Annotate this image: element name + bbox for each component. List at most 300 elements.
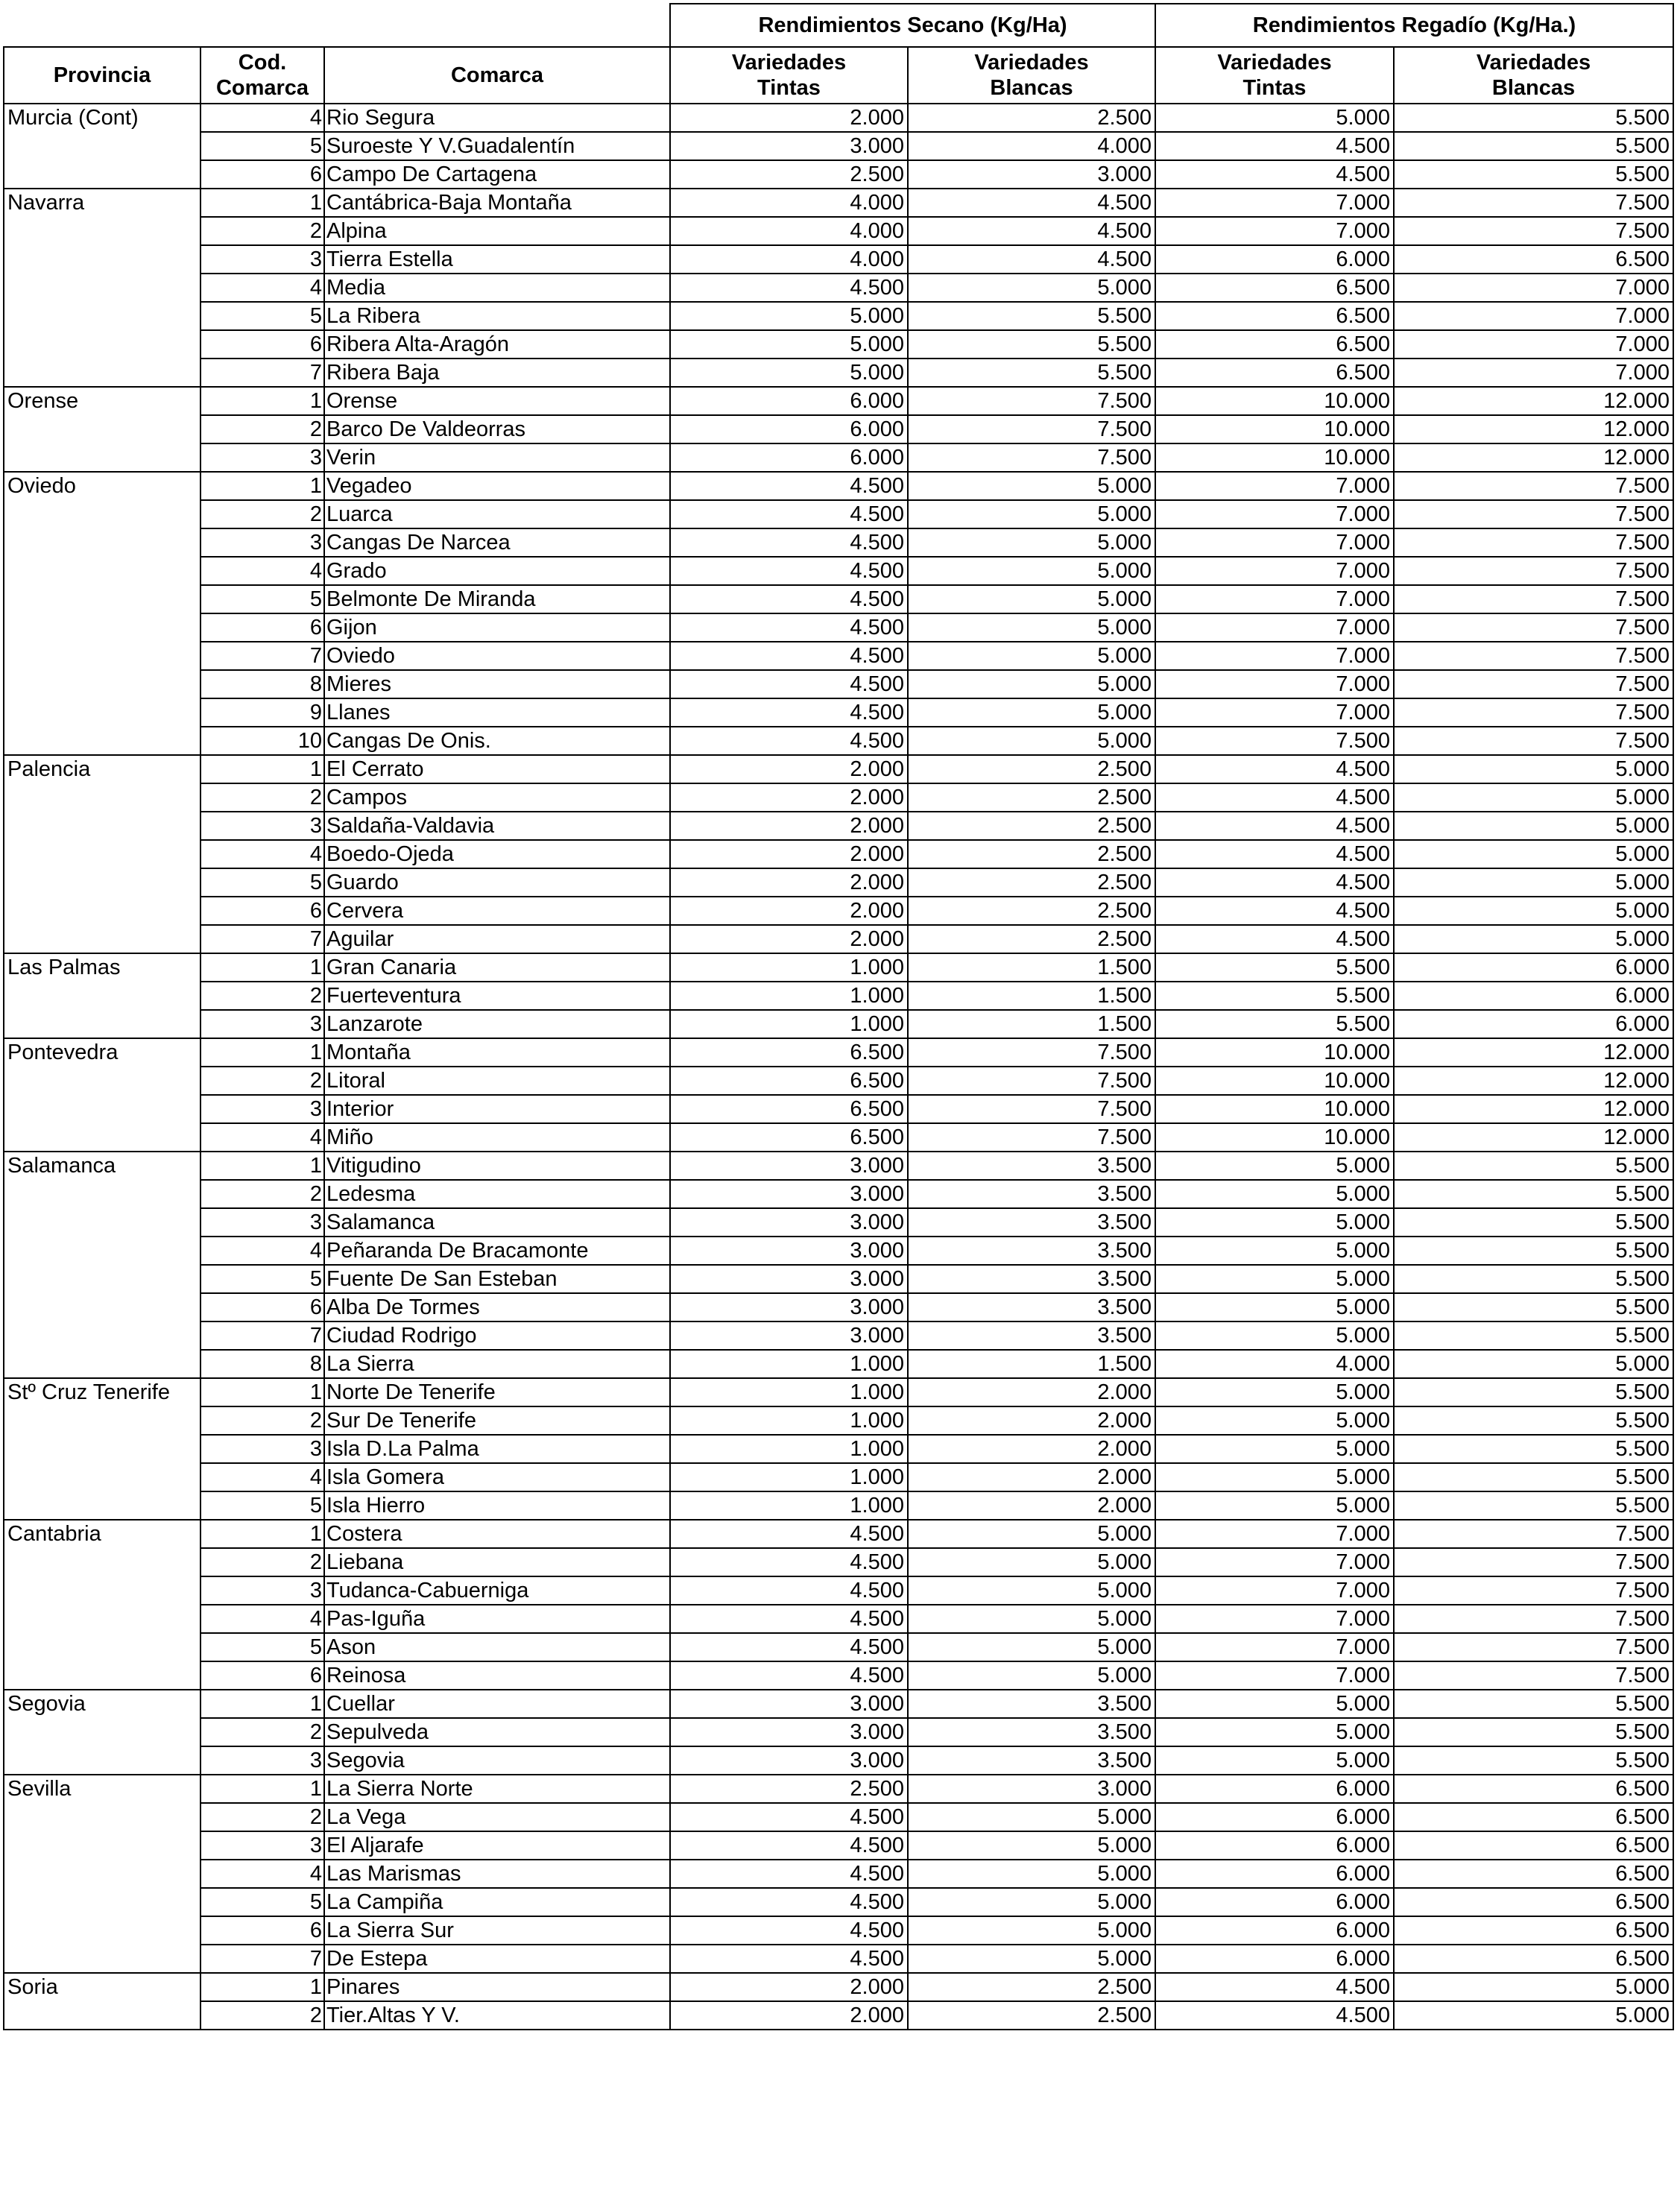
table-row	[4, 1775, 1673, 1803]
secano-blancas-cell: 7.500	[908, 443, 1155, 472]
comarca-cell: Alpina	[324, 217, 670, 245]
header-regadio-tintas	[1155, 47, 1394, 104]
regadio-blancas-cell: 6.000	[1394, 1010, 1673, 1038]
cod-comarca-cell: 4	[200, 104, 324, 132]
secano-blancas-cell: 5.000	[908, 670, 1155, 698]
header-variedades: Variedades	[731, 51, 847, 75]
table-row	[4, 1860, 1673, 1888]
regadio-tintas-cell: 6.500	[1155, 302, 1394, 330]
regadio-blancas-cell: 7.500	[1394, 217, 1673, 245]
secano-tintas-cell: 4.000	[670, 217, 908, 245]
comarca-cell: Fuerteventura	[324, 982, 670, 1010]
header-comarca: Comarca	[324, 47, 670, 104]
secano-tintas-cell: 1.000	[670, 1463, 908, 1491]
comarca-cell: La Sierra Norte	[324, 1775, 670, 1803]
secano-tintas-cell: 5.000	[670, 330, 908, 359]
secano-blancas-cell: 3.500	[908, 1718, 1155, 1746]
cod-comarca-cell: 1	[200, 1690, 324, 1718]
secano-blancas-cell: 7.500	[908, 415, 1155, 443]
table-row	[4, 2001, 1673, 2030]
provincia-cell: Sevilla	[4, 1775, 200, 1973]
secano-blancas-cell: 5.500	[908, 330, 1155, 359]
secano-blancas-cell: 2.500	[908, 812, 1155, 840]
table-row	[4, 1690, 1673, 1718]
cod-comarca-cell: 3	[200, 1435, 324, 1463]
regadio-blancas-cell: 12.000	[1394, 443, 1673, 472]
secano-blancas-cell: 5.000	[908, 613, 1155, 642]
regadio-tintas-cell: 4.500	[1155, 2001, 1394, 2030]
secano-tintas-cell: 6.500	[670, 1123, 908, 1152]
regadio-blancas-cell: 7.500	[1394, 642, 1673, 670]
regadio-tintas-cell: 6.000	[1155, 1945, 1394, 1973]
blank-corner	[4, 4, 670, 47]
secano-tintas-cell: 4.500	[670, 1860, 908, 1888]
regadio-tintas-cell: 4.000	[1155, 1350, 1394, 1378]
table-row	[4, 670, 1673, 698]
regadio-tintas-cell: 5.000	[1155, 1208, 1394, 1237]
regadio-blancas-cell: 7.500	[1394, 1520, 1673, 1548]
cod-comarca-cell: 2	[200, 2001, 324, 2030]
secano-tintas-cell: 4.500	[670, 585, 908, 613]
regadio-tintas-cell: 6.000	[1155, 245, 1394, 274]
cod-comarca-cell: 5	[200, 1633, 324, 1661]
regadio-tintas-cell: 5.000	[1155, 1237, 1394, 1265]
regadio-blancas-cell: 5.500	[1394, 1321, 1673, 1350]
regadio-tintas-cell: 5.000	[1155, 1293, 1394, 1321]
header-provincia: Provincia	[4, 47, 200, 104]
header-cod-comarca	[200, 47, 324, 104]
cod-comarca-cell: 4	[200, 840, 324, 868]
regadio-blancas-cell: 5.000	[1394, 897, 1673, 925]
secano-tintas-cell: 2.000	[670, 2001, 908, 2030]
table-row	[4, 1945, 1673, 1973]
regadio-blancas-cell: 5.500	[1394, 1690, 1673, 1718]
regadio-blancas-cell: 7.000	[1394, 330, 1673, 359]
comarca-cell: Costera	[324, 1520, 670, 1548]
header-cod-line1: Cod.	[238, 51, 287, 75]
table-row	[4, 613, 1673, 642]
comarca-cell: Saldaña-Valdavia	[324, 812, 670, 840]
secano-tintas-cell: 4.500	[670, 557, 908, 585]
regadio-tintas-cell: 7.000	[1155, 1633, 1394, 1661]
secano-tintas-cell: 6.000	[670, 387, 908, 415]
secano-tintas-cell: 4.500	[670, 698, 908, 727]
comarca-cell: Sur De Tenerife	[324, 1406, 670, 1435]
secano-tintas-cell: 4.500	[670, 1945, 908, 1973]
yield-table	[3, 3, 1674, 2030]
regadio-blancas-cell: 5.000	[1394, 1350, 1673, 1378]
regadio-blancas-cell: 12.000	[1394, 1123, 1673, 1152]
secano-blancas-cell: 5.000	[908, 1888, 1155, 1916]
regadio-blancas-cell: 7.500	[1394, 189, 1673, 217]
cod-comarca-cell: 1	[200, 1973, 324, 2001]
table-row	[4, 472, 1673, 500]
regadio-tintas-cell: 5.500	[1155, 982, 1394, 1010]
secano-tintas-cell: 6.000	[670, 415, 908, 443]
secano-tintas-cell: 4.500	[670, 727, 908, 755]
cod-comarca-cell: 5	[200, 585, 324, 613]
table-row	[4, 443, 1673, 472]
table-row	[4, 1123, 1673, 1152]
secano-blancas-cell: 5.000	[908, 585, 1155, 613]
regadio-tintas-cell: 6.000	[1155, 1888, 1394, 1916]
regadio-tintas-cell: 7.000	[1155, 500, 1394, 528]
cod-comarca-cell: 2	[200, 1180, 324, 1208]
secano-tintas-cell: 4.500	[670, 472, 908, 500]
comarca-cell: Salamanca	[324, 1208, 670, 1237]
table-row	[4, 189, 1673, 217]
secano-blancas-cell: 5.500	[908, 302, 1155, 330]
comarca-cell: Lanzarote	[324, 1010, 670, 1038]
secano-blancas-cell: 7.500	[908, 1067, 1155, 1095]
secano-tintas-cell: 6.500	[670, 1067, 908, 1095]
cod-comarca-cell: 9	[200, 698, 324, 727]
secano-tintas-cell: 3.000	[670, 1321, 908, 1350]
provincia-cell: Cantabria	[4, 1520, 200, 1690]
cod-comarca-cell: 6	[200, 897, 324, 925]
cod-comarca-cell: 6	[200, 160, 324, 189]
secano-tintas-cell: 2.500	[670, 160, 908, 189]
secano-tintas-cell: 3.000	[670, 1237, 908, 1265]
regadio-tintas-cell: 5.000	[1155, 1321, 1394, 1350]
regadio-tintas-cell: 4.500	[1155, 160, 1394, 189]
regadio-blancas-cell: 7.500	[1394, 670, 1673, 698]
regadio-tintas-cell: 7.500	[1155, 727, 1394, 755]
comarca-cell: Litoral	[324, 1067, 670, 1095]
regadio-tintas-cell: 7.000	[1155, 1576, 1394, 1605]
table-row	[4, 1406, 1673, 1435]
regadio-blancas-cell: 7.500	[1394, 613, 1673, 642]
regadio-blancas-cell: 6.500	[1394, 1945, 1673, 1973]
cod-comarca-cell: 2	[200, 1718, 324, 1746]
comarca-cell: Sepulveda	[324, 1718, 670, 1746]
comarca-cell: Boedo-Ojeda	[324, 840, 670, 868]
table-row	[4, 387, 1673, 415]
secano-tintas-cell: 5.000	[670, 359, 908, 387]
secano-blancas-cell: 1.500	[908, 982, 1155, 1010]
regadio-blancas-cell: 5.500	[1394, 1180, 1673, 1208]
table-row	[4, 1888, 1673, 1916]
regadio-blancas-cell: 6.500	[1394, 1803, 1673, 1831]
table-row	[4, 160, 1673, 189]
regadio-tintas-cell: 5.000	[1155, 1406, 1394, 1435]
table-row	[4, 1095, 1673, 1123]
header-blancas: Blancas	[1491, 76, 1576, 100]
secano-blancas-cell: 3.500	[908, 1180, 1155, 1208]
secano-tintas-cell: 2.000	[670, 783, 908, 812]
regadio-blancas-cell: 7.500	[1394, 557, 1673, 585]
comarca-cell: Ribera Baja	[324, 359, 670, 387]
cod-comarca-cell: 1	[200, 472, 324, 500]
table-row	[4, 1576, 1673, 1605]
cod-comarca-cell: 7	[200, 642, 324, 670]
regadio-tintas-cell: 10.000	[1155, 1095, 1394, 1123]
cod-comarca-cell: 4	[200, 1237, 324, 1265]
secano-blancas-cell: 3.000	[908, 1775, 1155, 1803]
comarca-cell: Cervera	[324, 897, 670, 925]
regadio-tintas-cell: 5.500	[1155, 1010, 1394, 1038]
secano-tintas-cell: 5.000	[670, 302, 908, 330]
table-row	[4, 1350, 1673, 1378]
table-row	[4, 1152, 1673, 1180]
cod-comarca-cell: 1	[200, 387, 324, 415]
comarca-cell: Interior	[324, 1095, 670, 1123]
regadio-tintas-cell: 10.000	[1155, 387, 1394, 415]
regadio-tintas-cell: 5.000	[1155, 1491, 1394, 1520]
header-secano: Rendimientos Secano (Kg/Ha)	[670, 4, 1155, 47]
secano-tintas-cell: 4.500	[670, 500, 908, 528]
regadio-tintas-cell: 4.500	[1155, 868, 1394, 897]
table-row	[4, 132, 1673, 160]
cod-comarca-cell: 7	[200, 1321, 324, 1350]
secano-blancas-cell: 5.000	[908, 1548, 1155, 1576]
cod-comarca-cell: 5	[200, 302, 324, 330]
table-row	[4, 1491, 1673, 1520]
secano-tintas-cell: 3.000	[670, 1208, 908, 1237]
regadio-blancas-cell: 5.500	[1394, 1406, 1673, 1435]
comarca-cell: Belmonte De Miranda	[324, 585, 670, 613]
secano-blancas-cell: 3.500	[908, 1237, 1155, 1265]
regadio-blancas-cell: 5.000	[1394, 1973, 1673, 2001]
regadio-blancas-cell: 7.500	[1394, 698, 1673, 727]
table-row	[4, 783, 1673, 812]
cod-comarca-cell: 7	[200, 925, 324, 953]
comarca-cell: Peñaranda De Bracamonte	[324, 1237, 670, 1265]
cod-comarca-cell: 4	[200, 1463, 324, 1491]
secano-blancas-cell: 5.000	[908, 1633, 1155, 1661]
table-row	[4, 1718, 1673, 1746]
secano-blancas-cell: 3.500	[908, 1208, 1155, 1237]
comarca-cell: El Aljarafe	[324, 1831, 670, 1860]
secano-tintas-cell: 3.000	[670, 1152, 908, 1180]
secano-blancas-cell: 2.500	[908, 840, 1155, 868]
cod-comarca-cell: 3	[200, 1095, 324, 1123]
regadio-blancas-cell: 5.500	[1394, 1208, 1673, 1237]
cod-comarca-cell: 6	[200, 1916, 324, 1945]
cod-comarca-cell: 3	[200, 1208, 324, 1237]
cod-comarca-cell: 1	[200, 1520, 324, 1548]
table-row	[4, 953, 1673, 982]
regadio-tintas-cell: 10.000	[1155, 415, 1394, 443]
regadio-blancas-cell: 5.500	[1394, 160, 1673, 189]
secano-blancas-cell: 5.000	[908, 1520, 1155, 1548]
secano-blancas-cell: 5.000	[908, 472, 1155, 500]
secano-tintas-cell: 4.500	[670, 1888, 908, 1916]
header-secano-blancas	[908, 47, 1155, 104]
comarca-cell: Isla Gomera	[324, 1463, 670, 1491]
regadio-tintas-cell: 5.000	[1155, 1180, 1394, 1208]
secano-blancas-cell: 1.500	[908, 1010, 1155, 1038]
secano-tintas-cell: 1.000	[670, 1491, 908, 1520]
table-row	[4, 982, 1673, 1010]
regadio-blancas-cell: 5.500	[1394, 132, 1673, 160]
comarca-cell: Luarca	[324, 500, 670, 528]
table-row	[4, 1973, 1673, 2001]
table-row	[4, 1435, 1673, 1463]
secano-tintas-cell: 4.500	[670, 1576, 908, 1605]
regadio-tintas-cell: 7.000	[1155, 1548, 1394, 1576]
regadio-tintas-cell: 4.500	[1155, 755, 1394, 783]
cod-comarca-cell: 2	[200, 500, 324, 528]
regadio-blancas-cell: 6.500	[1394, 1860, 1673, 1888]
table-row	[4, 1746, 1673, 1775]
table-row	[4, 1010, 1673, 1038]
table-row	[4, 755, 1673, 783]
secano-blancas-cell: 7.500	[908, 1123, 1155, 1152]
secano-tintas-cell: 4.500	[670, 1520, 908, 1548]
cod-comarca-cell: 3	[200, 1831, 324, 1860]
secano-blancas-cell: 7.500	[908, 1038, 1155, 1067]
comarca-cell: Vegadeo	[324, 472, 670, 500]
regadio-tintas-cell: 10.000	[1155, 1123, 1394, 1152]
regadio-blancas-cell: 5.500	[1394, 1435, 1673, 1463]
secano-blancas-cell: 3.500	[908, 1293, 1155, 1321]
regadio-blancas-cell: 12.000	[1394, 1095, 1673, 1123]
regadio-tintas-cell: 5.000	[1155, 1718, 1394, 1746]
header-variedades: Variedades	[974, 51, 1089, 75]
table-row	[4, 1321, 1673, 1350]
cod-comarca-cell: 5	[200, 1265, 324, 1293]
regadio-blancas-cell: 6.500	[1394, 1888, 1673, 1916]
regadio-blancas-cell: 5.500	[1394, 1237, 1673, 1265]
regadio-tintas-cell: 6.500	[1155, 274, 1394, 302]
secano-blancas-cell: 1.500	[908, 1350, 1155, 1378]
comarca-cell: La Ribera	[324, 302, 670, 330]
regadio-tintas-cell: 7.000	[1155, 698, 1394, 727]
secano-tintas-cell: 3.000	[670, 1180, 908, 1208]
cod-comarca-cell: 5	[200, 1491, 324, 1520]
regadio-tintas-cell: 10.000	[1155, 443, 1394, 472]
comarca-cell: Cantábrica-Baja Montaña	[324, 189, 670, 217]
table-row	[4, 1378, 1673, 1406]
regadio-tintas-cell: 4.500	[1155, 840, 1394, 868]
regadio-tintas-cell: 5.000	[1155, 1746, 1394, 1775]
comarca-cell: Llanes	[324, 698, 670, 727]
comarca-cell: Cangas De Narcea	[324, 528, 670, 557]
provincia-cell: Murcia (Cont)	[4, 104, 200, 189]
secano-blancas-cell: 7.500	[908, 1095, 1155, 1123]
header-secano-tintas	[670, 47, 908, 104]
table-row	[4, 415, 1673, 443]
regadio-blancas-cell: 7.500	[1394, 1548, 1673, 1576]
cod-comarca-cell: 3	[200, 443, 324, 472]
table-row	[4, 1831, 1673, 1860]
comarca-cell: Tier.Altas Y V.	[324, 2001, 670, 2030]
regadio-blancas-cell: 5.000	[1394, 868, 1673, 897]
secano-blancas-cell: 2.500	[908, 1973, 1155, 2001]
table-row	[4, 642, 1673, 670]
comarca-cell: Ribera Alta-Aragón	[324, 330, 670, 359]
regadio-tintas-cell: 6.000	[1155, 1775, 1394, 1803]
comarca-cell: La Vega	[324, 1803, 670, 1831]
table-row	[4, 217, 1673, 245]
secano-tintas-cell: 6.500	[670, 1038, 908, 1067]
secano-blancas-cell: 5.000	[908, 1860, 1155, 1888]
table-row	[4, 1548, 1673, 1576]
secano-blancas-cell: 2.500	[908, 925, 1155, 953]
comarca-cell: Cangas De Onis.	[324, 727, 670, 755]
provincia-cell: Navarra	[4, 189, 200, 387]
comarca-cell: Isla Hierro	[324, 1491, 670, 1520]
regadio-blancas-cell: 7.500	[1394, 1633, 1673, 1661]
cod-comarca-cell: 2	[200, 1406, 324, 1435]
regadio-blancas-cell: 7.000	[1394, 302, 1673, 330]
cod-comarca-cell: 3	[200, 1746, 324, 1775]
table-row	[4, 330, 1673, 359]
regadio-blancas-cell: 5.500	[1394, 104, 1673, 132]
cod-comarca-cell: 5	[200, 132, 324, 160]
table-row	[4, 1237, 1673, 1265]
regadio-tintas-cell: 4.500	[1155, 897, 1394, 925]
regadio-tintas-cell: 6.000	[1155, 1803, 1394, 1831]
secano-tintas-cell: 4.500	[670, 1661, 908, 1690]
regadio-tintas-cell: 5.000	[1155, 1152, 1394, 1180]
secano-tintas-cell: 4.500	[670, 670, 908, 698]
secano-tintas-cell: 2.000	[670, 755, 908, 783]
cod-comarca-cell: 6	[200, 613, 324, 642]
regadio-blancas-cell: 6.500	[1394, 1831, 1673, 1860]
comarca-cell: Ciudad Rodrigo	[324, 1321, 670, 1350]
secano-tintas-cell: 4.500	[670, 642, 908, 670]
cod-comarca-cell: 6	[200, 1661, 324, 1690]
regadio-blancas-cell: 6.500	[1394, 245, 1673, 274]
secano-tintas-cell: 2.000	[670, 925, 908, 953]
regadio-blancas-cell: 5.000	[1394, 755, 1673, 783]
regadio-blancas-cell: 5.500	[1394, 1293, 1673, 1321]
comarca-cell: Isla D.La Palma	[324, 1435, 670, 1463]
regadio-blancas-cell: 5.000	[1394, 2001, 1673, 2030]
regadio-blancas-cell: 7.500	[1394, 585, 1673, 613]
secano-tintas-cell: 3.000	[670, 132, 908, 160]
regadio-blancas-cell: 12.000	[1394, 1067, 1673, 1095]
comarca-cell: Mieres	[324, 670, 670, 698]
secano-blancas-cell: 5.000	[908, 500, 1155, 528]
cod-comarca-cell: 3	[200, 1010, 324, 1038]
comarca-cell: La Sierra	[324, 1350, 670, 1378]
table-row	[4, 925, 1673, 953]
secano-tintas-cell: 2.000	[670, 812, 908, 840]
secano-blancas-cell: 5.000	[908, 274, 1155, 302]
cod-comarca-cell: 5	[200, 868, 324, 897]
secano-tintas-cell: 2.000	[670, 868, 908, 897]
regadio-tintas-cell: 7.000	[1155, 189, 1394, 217]
secano-tintas-cell: 4.500	[670, 528, 908, 557]
provincia-cell: Salamanca	[4, 1152, 200, 1378]
cod-comarca-cell: 4	[200, 274, 324, 302]
cod-comarca-cell: 4	[200, 1605, 324, 1633]
regadio-tintas-cell: 5.000	[1155, 104, 1394, 132]
regadio-blancas-cell: 5.500	[1394, 1463, 1673, 1491]
table-row	[4, 1520, 1673, 1548]
table-row	[4, 359, 1673, 387]
provincia-cell: Orense	[4, 387, 200, 472]
secano-tintas-cell: 4.000	[670, 245, 908, 274]
table-row	[4, 1633, 1673, 1661]
comarca-cell: Reinosa	[324, 1661, 670, 1690]
secano-tintas-cell: 3.000	[670, 1746, 908, 1775]
comarca-cell: Orense	[324, 387, 670, 415]
regadio-tintas-cell: 6.000	[1155, 1831, 1394, 1860]
table-row	[4, 1605, 1673, 1633]
regadio-blancas-cell: 5.500	[1394, 1378, 1673, 1406]
secano-blancas-cell: 5.000	[908, 557, 1155, 585]
secano-blancas-cell: 7.500	[908, 387, 1155, 415]
secano-blancas-cell: 3.500	[908, 1746, 1155, 1775]
cod-comarca-cell: 1	[200, 1378, 324, 1406]
comarca-cell: Rio Segura	[324, 104, 670, 132]
secano-blancas-cell: 2.000	[908, 1463, 1155, 1491]
regadio-tintas-cell: 10.000	[1155, 1038, 1394, 1067]
